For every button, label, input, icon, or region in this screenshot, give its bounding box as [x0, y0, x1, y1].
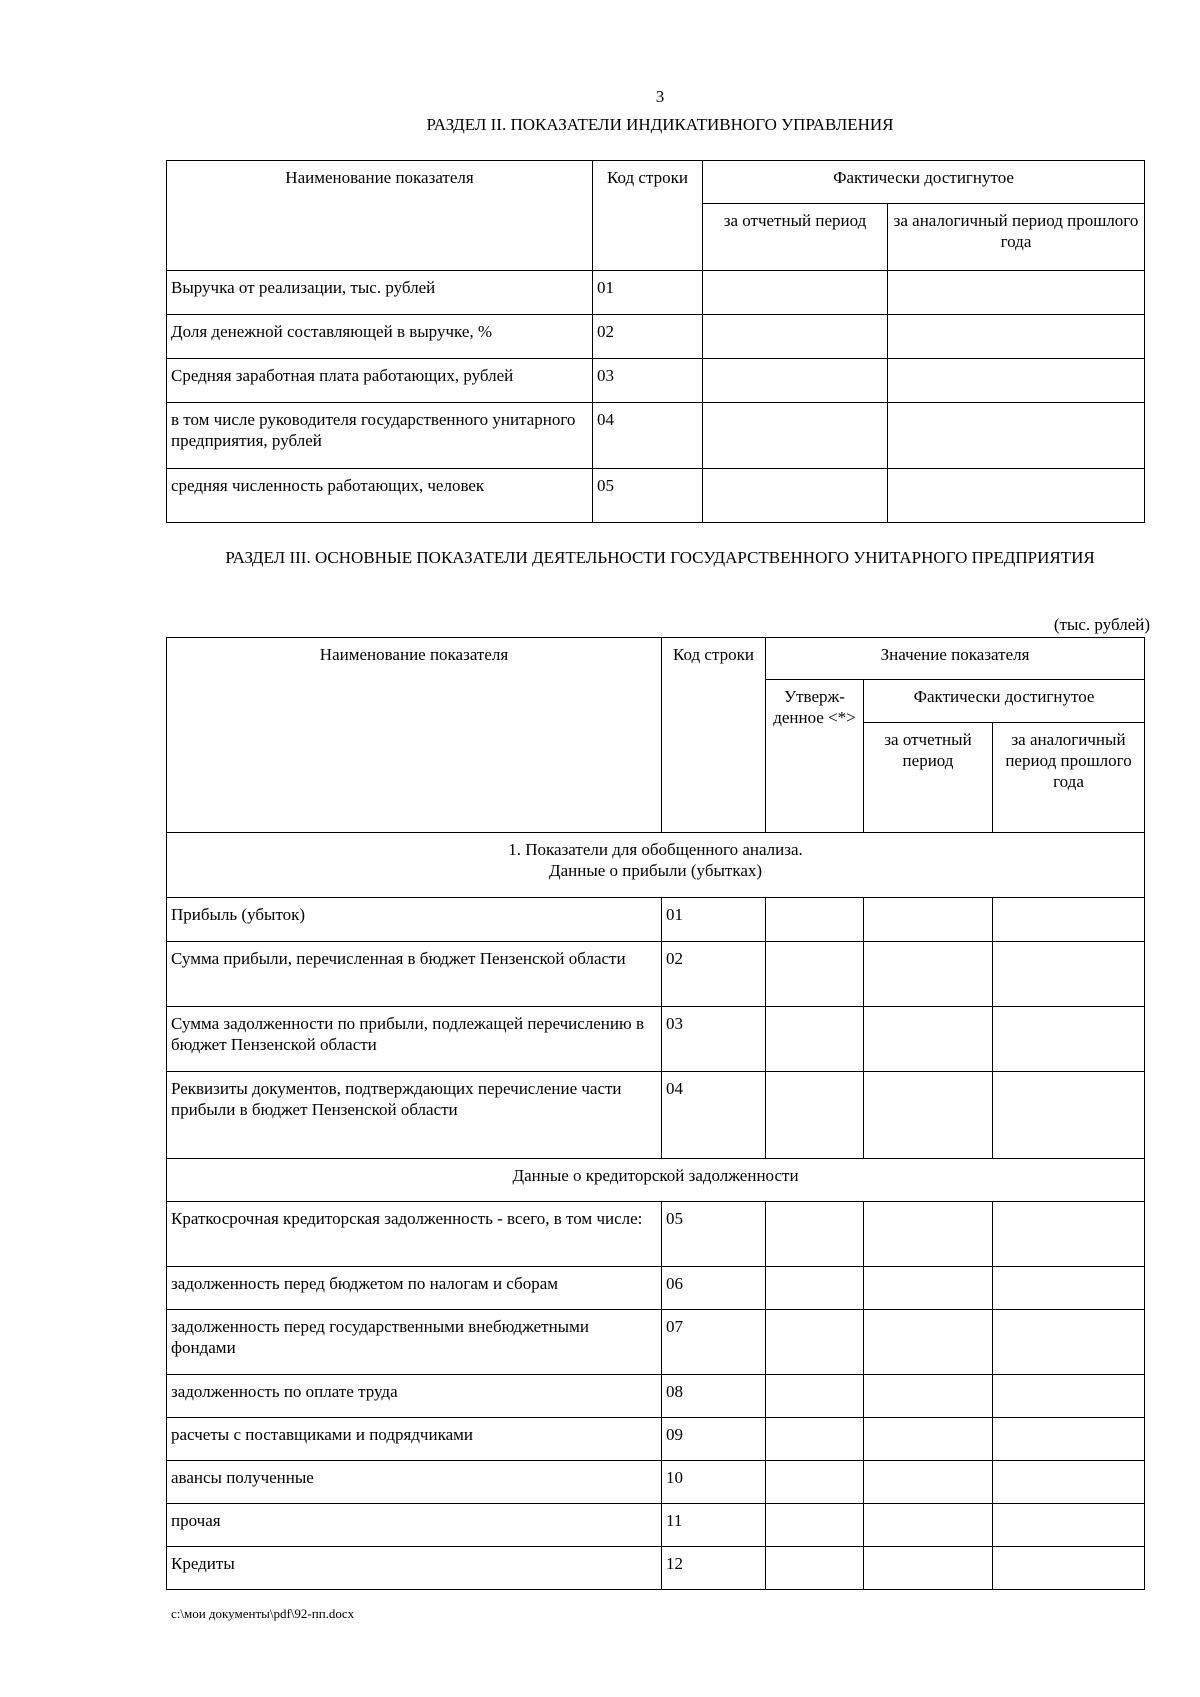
value-cell: [703, 403, 888, 469]
section3-title: РАЗДЕЛ III. ОСНОВНЫЕ ПОКАЗАТЕЛИ ДЕЯТЕЛЬНОСТИ ГОСУДАРСТВЕННОГО УНИТАРНОГО ПРЕДПРИЯТИЯ: [225, 548, 1095, 567]
row-name: задолженность перед бюджетом по налогам и сборам: [167, 1267, 662, 1310]
row-code: 04: [593, 403, 703, 469]
row-name: задолженность перед государственными внебюджетными фондами: [167, 1310, 662, 1375]
value-cell: [993, 1267, 1145, 1310]
header-current-period: за отчетный период: [703, 204, 888, 271]
header-code: Код строки: [593, 161, 703, 271]
value-cell: [993, 1375, 1145, 1418]
unit-note: (тыс. рублей): [1053, 615, 1150, 634]
row-name: расчеты с поставщиками и подрядчиками: [167, 1418, 662, 1461]
page-number: 3: [655, 87, 665, 106]
value-cell: [993, 1504, 1145, 1547]
value-cell: [864, 1547, 993, 1590]
value-cell: [864, 1202, 993, 1267]
row-code: 10: [662, 1461, 766, 1504]
row-name: средняя численность работающих, человек: [167, 469, 593, 523]
header-code: Код строки: [662, 638, 766, 833]
header-value: Значение показателя: [766, 638, 1145, 680]
value-cell: [864, 942, 993, 1007]
row-name: Кредиты: [167, 1547, 662, 1590]
value-cell: [864, 1418, 993, 1461]
header-previous-period: за аналогичный период прошлого года: [993, 723, 1145, 833]
value-cell: [766, 942, 864, 1007]
row-code: 01: [662, 898, 766, 942]
value-cell: [766, 1504, 864, 1547]
row-code: 05: [593, 469, 703, 523]
header-name: Наименование показателя: [167, 638, 662, 833]
header-approved: Утверж-денное <*>: [766, 680, 864, 833]
row-name: Доля денежной составляющей в выручке, %: [167, 315, 593, 359]
row-name: Краткосрочная кредиторская задолженность - всего, в том числе:: [167, 1202, 662, 1267]
value-cell: [766, 1007, 864, 1072]
row-name: Средняя заработная плата работающих, рублей: [167, 359, 593, 403]
row-name: Сумма задолженности по прибыли, подлежащей перечислению в бюджет Пензенской области: [167, 1007, 662, 1072]
value-cell: [766, 898, 864, 942]
main-indicators-table: [166, 637, 1145, 1590]
row-code: 02: [593, 315, 703, 359]
row-code: 03: [593, 359, 703, 403]
value-cell: [766, 1310, 864, 1375]
value-cell: [864, 1072, 993, 1159]
header-previous-period: за аналогичный период прошлого года: [888, 204, 1145, 271]
row-code: 06: [662, 1267, 766, 1310]
value-cell: [888, 359, 1145, 403]
row-name: задолженность по оплате труда: [167, 1375, 662, 1418]
group-header-profit: [167, 833, 1145, 898]
value-cell: [864, 1007, 993, 1072]
row-name: Выручка от реализации, тыс. рублей: [167, 271, 593, 315]
value-cell: [993, 1007, 1145, 1072]
value-cell: [993, 1310, 1145, 1375]
value-cell: [888, 315, 1145, 359]
group-title: 1. Показатели для обобщенного анализа.: [508, 840, 803, 859]
value-cell: [864, 898, 993, 942]
row-code: 03: [662, 1007, 766, 1072]
value-cell: [993, 1547, 1145, 1590]
value-cell: [703, 271, 888, 315]
row-code: 02: [662, 942, 766, 1007]
indicative-management-table: [166, 160, 1145, 523]
group-header-payables: Данные о кредиторской задолженности: [167, 1159, 1145, 1202]
value-cell: [766, 1418, 864, 1461]
row-code: 05: [662, 1202, 766, 1267]
value-cell: [864, 1375, 993, 1418]
row-name: авансы полученные: [167, 1461, 662, 1504]
row-code: 01: [593, 271, 703, 315]
value-cell: [993, 1418, 1145, 1461]
header-actual: Фактически достигнутое: [703, 161, 1145, 204]
row-name: прочая: [167, 1504, 662, 1547]
header-current-period: за отчетный период: [864, 723, 993, 833]
value-cell: [864, 1504, 993, 1547]
row-name: Прибыль (убыток): [167, 898, 662, 942]
value-cell: [766, 1202, 864, 1267]
value-cell: [766, 1547, 864, 1590]
group-subtitle: Данные о прибыли (убытках): [548, 861, 763, 880]
row-name: в том числе руководителя государственного унитарного предприятия, рублей: [167, 403, 593, 469]
value-cell: [993, 942, 1145, 1007]
value-cell: [766, 1375, 864, 1418]
row-code: 04: [662, 1072, 766, 1159]
value-cell: [993, 1202, 1145, 1267]
section2-title: РАЗДЕЛ II. ПОКАЗАТЕЛИ ИНДИКАТИВНОГО УПРАВЛЕНИЯ: [426, 115, 894, 134]
value-cell: [766, 1267, 864, 1310]
row-code: 12: [662, 1547, 766, 1590]
file-path: c:\мои документы\pdf\92-пп.docx: [171, 1606, 355, 1621]
value-cell: [864, 1310, 993, 1375]
value-cell: [864, 1461, 993, 1504]
value-cell: [766, 1461, 864, 1504]
value-cell: [703, 359, 888, 403]
value-cell: [888, 469, 1145, 523]
value-cell: [703, 315, 888, 359]
value-cell: [993, 1072, 1145, 1159]
header-name: Наименование показателя: [167, 161, 593, 271]
value-cell: [993, 1461, 1145, 1504]
row-name: Сумма прибыли, перечисленная в бюджет Пензенской области: [167, 942, 662, 1007]
header-actual: Фактически достигнутое: [864, 680, 1145, 723]
row-code: 08: [662, 1375, 766, 1418]
value-cell: [864, 1267, 993, 1310]
value-cell: [993, 898, 1145, 942]
value-cell: [766, 1072, 864, 1159]
value-cell: [888, 403, 1145, 469]
row-code: 11: [662, 1504, 766, 1547]
row-code: 09: [662, 1418, 766, 1461]
row-name: Реквизиты документов, подтверждающих перечисление части прибыли в бюджет Пензенской области: [167, 1072, 662, 1159]
value-cell: [888, 271, 1145, 315]
value-cell: [703, 469, 888, 523]
row-code: 07: [662, 1310, 766, 1375]
